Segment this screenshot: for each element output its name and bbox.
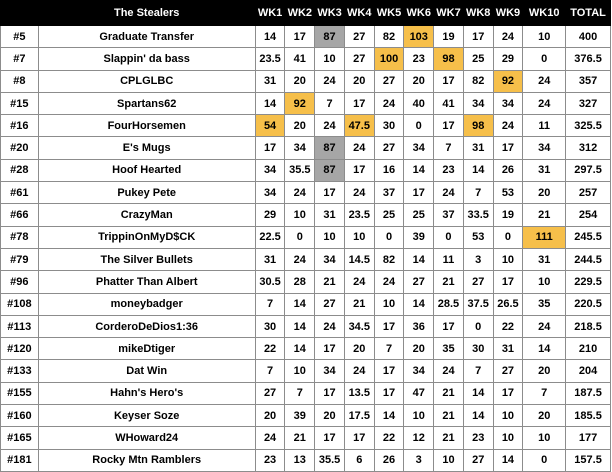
rank-header xyxy=(1,1,39,26)
week-score-cell: 34.5 xyxy=(344,315,374,337)
week-score-cell: 10 xyxy=(344,226,374,248)
week-score-cell: 7 xyxy=(523,382,566,404)
rank-cell: #79 xyxy=(1,248,39,270)
week-score-cell: 17 xyxy=(344,427,374,449)
rank-cell: #160 xyxy=(1,405,39,427)
week-score-cell: 28 xyxy=(285,271,315,293)
week-score-cell: 30 xyxy=(255,315,285,337)
rank-cell: #66 xyxy=(1,204,39,226)
rank-cell: #120 xyxy=(1,338,39,360)
week-score-cell: 24 xyxy=(344,360,374,382)
week-score-cell: 21 xyxy=(344,293,374,315)
table-row xyxy=(1,271,611,293)
total-cell: 400 xyxy=(566,26,611,48)
week-score-cell: 37 xyxy=(434,204,464,226)
week-score-cell: 27 xyxy=(344,26,374,48)
week-header: WK3 xyxy=(315,1,345,26)
week-score-cell: 31 xyxy=(255,248,285,270)
week-score-cell: 98 xyxy=(434,48,464,70)
week-score-cell: 87 xyxy=(315,137,345,159)
rank-cell: #78 xyxy=(1,226,39,248)
week-score-cell: 31 xyxy=(255,70,285,92)
week-score-cell: 87 xyxy=(315,159,345,181)
week-score-cell: 25 xyxy=(463,48,493,70)
team-name-cell: WHoward24 xyxy=(38,427,255,449)
week-score-cell: 100 xyxy=(374,48,404,70)
week-score-cell: 29 xyxy=(493,48,523,70)
week-score-cell: 21 xyxy=(434,382,464,404)
week-score-cell: 103 xyxy=(404,26,434,48)
week-score-cell: 10 xyxy=(493,405,523,427)
week-score-cell: 10 xyxy=(404,405,434,427)
total-cell: 204 xyxy=(566,360,611,382)
week-score-cell: 14 xyxy=(255,92,285,114)
week-score-cell: 37.5 xyxy=(463,293,493,315)
total-cell: 229.5 xyxy=(566,271,611,293)
week-score-cell: 14 xyxy=(285,293,315,315)
week-score-cell: 54 xyxy=(255,115,285,137)
team-name-cell: Hahn's Hero's xyxy=(38,382,255,404)
week-score-cell: 27 xyxy=(344,48,374,70)
table-row xyxy=(1,48,611,70)
week-score-cell: 22 xyxy=(374,427,404,449)
week-score-cell: 20 xyxy=(523,405,566,427)
week-score-cell: 34 xyxy=(463,92,493,114)
week-score-cell: 40 xyxy=(404,92,434,114)
week-score-cell: 24 xyxy=(285,248,315,270)
week-score-cell: 17 xyxy=(434,115,464,137)
table-row xyxy=(1,382,611,404)
week-score-cell: 41 xyxy=(285,48,315,70)
week-score-cell: 17 xyxy=(493,137,523,159)
week-score-cell: 20 xyxy=(344,70,374,92)
week-score-cell: 7 xyxy=(463,360,493,382)
week-score-cell: 34 xyxy=(255,159,285,181)
week-score-cell: 53 xyxy=(493,182,523,204)
week-score-cell: 17 xyxy=(344,92,374,114)
week-score-cell: 27 xyxy=(315,293,345,315)
week-score-cell: 28.5 xyxy=(434,293,464,315)
rank-cell: #15 xyxy=(1,92,39,114)
team-name-cell: E's Mugs xyxy=(38,137,255,159)
week-score-cell: 20 xyxy=(404,338,434,360)
team-name-cell: Pukey Pete xyxy=(38,182,255,204)
week-header: WK6 xyxy=(404,1,434,26)
week-score-cell: 27 xyxy=(404,271,434,293)
week-score-cell: 34 xyxy=(315,360,345,382)
week-header: WK9 xyxy=(493,1,523,26)
table-row xyxy=(1,427,611,449)
week-score-cell: 10 xyxy=(374,293,404,315)
week-score-cell: 23.5 xyxy=(255,48,285,70)
week-score-cell: 14 xyxy=(404,293,434,315)
team-name-cell: Graduate Transfer xyxy=(38,26,255,48)
rank-cell: #5 xyxy=(1,26,39,48)
table-row xyxy=(1,449,611,471)
week-score-cell: 27 xyxy=(493,360,523,382)
total-cell: 327 xyxy=(566,92,611,114)
week-score-cell: 23 xyxy=(404,48,434,70)
week-score-cell: 34 xyxy=(315,248,345,270)
week-score-cell: 17 xyxy=(463,26,493,48)
week-score-cell: 17 xyxy=(374,360,404,382)
total-cell: 325.5 xyxy=(566,115,611,137)
week-score-cell: 17 xyxy=(285,26,315,48)
table-row xyxy=(1,137,611,159)
week-score-cell: 20 xyxy=(255,405,285,427)
week-score-cell: 21 xyxy=(434,405,464,427)
week-score-cell: 14 xyxy=(463,159,493,181)
week-score-cell: 24 xyxy=(523,92,566,114)
table-row xyxy=(1,293,611,315)
table-row xyxy=(1,204,611,226)
week-score-cell: 17 xyxy=(434,70,464,92)
rank-cell: #181 xyxy=(1,449,39,471)
week-score-cell: 34 xyxy=(255,182,285,204)
standings-body xyxy=(1,26,611,472)
week-score-cell: 10 xyxy=(315,48,345,70)
rank-cell: #133 xyxy=(1,360,39,382)
week-score-cell: 26 xyxy=(493,159,523,181)
week-score-cell: 10 xyxy=(434,449,464,471)
week-score-cell: 17 xyxy=(493,382,523,404)
week-score-cell: 14 xyxy=(285,315,315,337)
total-cell: 357 xyxy=(566,70,611,92)
rank-cell: #113 xyxy=(1,315,39,337)
week-score-cell: 24 xyxy=(344,182,374,204)
total-cell: 218.5 xyxy=(566,315,611,337)
week-score-cell: 12 xyxy=(404,427,434,449)
table-row xyxy=(1,360,611,382)
week-score-cell: 24 xyxy=(315,315,345,337)
week-score-cell: 20 xyxy=(285,115,315,137)
table-row xyxy=(1,338,611,360)
week-score-cell: 11 xyxy=(523,115,566,137)
week-score-cell: 111 xyxy=(523,226,566,248)
week-score-cell: 31 xyxy=(523,248,566,270)
week-score-cell: 24 xyxy=(523,315,566,337)
table-row xyxy=(1,92,611,114)
table-row xyxy=(1,226,611,248)
week-score-cell: 21 xyxy=(523,204,566,226)
week-score-cell: 17 xyxy=(434,315,464,337)
table-row xyxy=(1,159,611,181)
week-score-cell: 0 xyxy=(493,226,523,248)
week-score-cell: 21 xyxy=(434,271,464,293)
week-score-cell: 21 xyxy=(315,271,345,293)
total-cell: 185.5 xyxy=(566,405,611,427)
week-score-cell: 20 xyxy=(523,182,566,204)
week-score-cell: 39 xyxy=(404,226,434,248)
week-score-cell: 25 xyxy=(404,204,434,226)
week-score-cell: 7 xyxy=(255,360,285,382)
week-score-cell: 82 xyxy=(374,248,404,270)
week-score-cell: 24 xyxy=(344,271,374,293)
week-score-cell: 53 xyxy=(463,226,493,248)
week-score-cell: 20 xyxy=(315,405,345,427)
table-row xyxy=(1,315,611,337)
table-row xyxy=(1,248,611,270)
week-score-cell: 14 xyxy=(523,338,566,360)
week-score-cell: 92 xyxy=(285,92,315,114)
week-score-cell: 0 xyxy=(463,315,493,337)
team-name-cell: Rocky Mtn Ramblers xyxy=(38,449,255,471)
total-cell: 157.5 xyxy=(566,449,611,471)
week-score-cell: 7 xyxy=(463,182,493,204)
week-score-cell: 17 xyxy=(493,271,523,293)
rank-cell: #7 xyxy=(1,48,39,70)
week-score-cell: 24 xyxy=(434,182,464,204)
week-score-cell: 22 xyxy=(493,315,523,337)
week-score-cell: 14 xyxy=(404,248,434,270)
week-score-cell: 23.5 xyxy=(344,204,374,226)
week-score-cell: 30 xyxy=(463,338,493,360)
week-score-cell: 17 xyxy=(255,137,285,159)
week-score-cell: 10 xyxy=(523,26,566,48)
week-score-cell: 0 xyxy=(523,48,566,70)
week-score-cell: 34 xyxy=(285,137,315,159)
total-cell: 254 xyxy=(566,204,611,226)
week-score-cell: 11 xyxy=(434,248,464,270)
week-score-cell: 24 xyxy=(255,427,285,449)
week-header: WK2 xyxy=(285,1,315,26)
rank-cell: #108 xyxy=(1,293,39,315)
week-score-cell: 17 xyxy=(374,382,404,404)
week-score-cell: 14 xyxy=(463,405,493,427)
week-header: WK4 xyxy=(344,1,374,26)
week-score-cell: 31 xyxy=(463,137,493,159)
week-score-cell: 14 xyxy=(463,382,493,404)
week-score-cell: 26 xyxy=(374,449,404,471)
total-cell: 257 xyxy=(566,182,611,204)
week-score-cell: 29 xyxy=(255,204,285,226)
team-name-cell: Dat Win xyxy=(38,360,255,382)
week-score-cell: 24 xyxy=(344,137,374,159)
week-score-cell: 31 xyxy=(493,338,523,360)
week-score-cell: 27 xyxy=(374,137,404,159)
total-cell: 210 xyxy=(566,338,611,360)
week-score-cell: 31 xyxy=(315,204,345,226)
week-score-cell: 17 xyxy=(344,159,374,181)
week-score-cell: 14 xyxy=(285,338,315,360)
week-score-cell: 13 xyxy=(285,449,315,471)
team-name-cell: Keyser Soze xyxy=(38,405,255,427)
week-score-cell: 0 xyxy=(374,226,404,248)
week-score-cell: 7 xyxy=(255,293,285,315)
week-score-cell: 10 xyxy=(493,427,523,449)
week-score-cell: 98 xyxy=(463,115,493,137)
week-score-cell: 33.5 xyxy=(463,204,493,226)
table-row xyxy=(1,26,611,48)
week-score-cell: 35.5 xyxy=(315,449,345,471)
week-score-cell: 41 xyxy=(434,92,464,114)
week-score-cell: 16 xyxy=(374,159,404,181)
week-score-cell: 10 xyxy=(285,360,315,382)
week-score-cell: 17.5 xyxy=(344,405,374,427)
week-score-cell: 35.5 xyxy=(285,159,315,181)
week-score-cell: 7 xyxy=(315,92,345,114)
week-score-cell: 17 xyxy=(315,382,345,404)
week-header: WK5 xyxy=(374,1,404,26)
rank-cell: #96 xyxy=(1,271,39,293)
total-cell: 187.5 xyxy=(566,382,611,404)
week-score-cell: 22 xyxy=(255,338,285,360)
week-score-cell: 23 xyxy=(463,427,493,449)
week-score-cell: 20 xyxy=(344,338,374,360)
week-score-cell: 22.5 xyxy=(255,226,285,248)
week-score-cell: 34 xyxy=(493,92,523,114)
week-score-cell: 14 xyxy=(255,26,285,48)
week-score-cell: 7 xyxy=(285,382,315,404)
week-header: WK10 xyxy=(523,1,566,26)
week-header: WK7 xyxy=(434,1,464,26)
rank-cell: #28 xyxy=(1,159,39,181)
team-name-cell: Slappin' da bass xyxy=(38,48,255,70)
week-score-cell: 24 xyxy=(434,360,464,382)
week-score-cell: 19 xyxy=(434,26,464,48)
week-score-cell: 47.5 xyxy=(344,115,374,137)
week-score-cell: 34 xyxy=(404,137,434,159)
table-row xyxy=(1,182,611,204)
team-name-cell: Hoof Hearted xyxy=(38,159,255,181)
rank-cell: #20 xyxy=(1,137,39,159)
week-score-cell: 23 xyxy=(255,449,285,471)
total-cell: 244.5 xyxy=(566,248,611,270)
week-score-cell: 24 xyxy=(285,182,315,204)
table-row xyxy=(1,115,611,137)
header-row xyxy=(1,1,611,26)
week-score-cell: 3 xyxy=(463,248,493,270)
week-score-cell: 31 xyxy=(523,159,566,181)
week-score-cell: 21 xyxy=(434,427,464,449)
week-score-cell: 7 xyxy=(434,137,464,159)
week-score-cell: 25 xyxy=(374,204,404,226)
total-cell: 297.5 xyxy=(566,159,611,181)
week-score-cell: 13.5 xyxy=(344,382,374,404)
team-name-cell: Phatter Than Albert xyxy=(38,271,255,293)
week-score-cell: 27 xyxy=(255,382,285,404)
week-score-cell: 24 xyxy=(523,70,566,92)
week-score-cell: 24 xyxy=(374,271,404,293)
week-score-cell: 27 xyxy=(374,70,404,92)
week-score-cell: 35 xyxy=(434,338,464,360)
rank-cell: #16 xyxy=(1,115,39,137)
week-score-cell: 0 xyxy=(404,115,434,137)
week-score-cell: 0 xyxy=(285,226,315,248)
week-score-cell: 37 xyxy=(374,182,404,204)
week-header: WK1 xyxy=(255,1,285,26)
week-score-cell: 24 xyxy=(315,70,345,92)
league-title: The Stealers xyxy=(38,1,255,26)
week-score-cell: 20 xyxy=(523,360,566,382)
week-score-cell: 24 xyxy=(374,92,404,114)
week-score-cell: 6 xyxy=(344,449,374,471)
week-score-cell: 17 xyxy=(404,182,434,204)
week-score-cell: 17 xyxy=(374,315,404,337)
week-score-cell: 47 xyxy=(404,382,434,404)
team-name-cell: Spartans62 xyxy=(38,92,255,114)
week-score-cell: 10 xyxy=(493,248,523,270)
rank-cell: #61 xyxy=(1,182,39,204)
week-score-cell: 87 xyxy=(315,26,345,48)
total-cell: 376.5 xyxy=(566,48,611,70)
week-score-cell: 14 xyxy=(374,405,404,427)
week-score-cell: 10 xyxy=(523,427,566,449)
team-name-cell: The Silver Bullets xyxy=(38,248,255,270)
week-score-cell: 30.5 xyxy=(255,271,285,293)
week-score-cell: 35 xyxy=(523,293,566,315)
team-name-cell: CPLGLBC xyxy=(38,70,255,92)
team-name-cell: FourHorsemen xyxy=(38,115,255,137)
week-score-cell: 17 xyxy=(315,182,345,204)
week-score-cell: 92 xyxy=(493,70,523,92)
week-score-cell: 20 xyxy=(285,70,315,92)
rank-cell: #165 xyxy=(1,427,39,449)
table-row xyxy=(1,70,611,92)
week-score-cell: 14 xyxy=(493,449,523,471)
team-name-cell: mikeDtiger xyxy=(38,338,255,360)
week-score-cell: 27 xyxy=(463,271,493,293)
week-score-cell: 17 xyxy=(315,338,345,360)
week-score-cell: 7 xyxy=(374,338,404,360)
week-score-cell: 34 xyxy=(404,360,434,382)
week-score-cell: 34 xyxy=(523,137,566,159)
rank-cell: #155 xyxy=(1,382,39,404)
week-score-cell: 19 xyxy=(493,204,523,226)
week-score-cell: 39 xyxy=(285,405,315,427)
week-score-cell: 14 xyxy=(404,159,434,181)
week-score-cell: 82 xyxy=(463,70,493,92)
week-score-cell: 82 xyxy=(374,26,404,48)
week-score-cell: 10 xyxy=(285,204,315,226)
team-name-cell: CrazyMan xyxy=(38,204,255,226)
week-score-cell: 10 xyxy=(315,226,345,248)
week-score-cell: 21 xyxy=(285,427,315,449)
team-name-cell: TrippinOnMyD$CK xyxy=(38,226,255,248)
week-score-cell: 20 xyxy=(404,70,434,92)
team-name-cell: CorderoDeDios1:36 xyxy=(38,315,255,337)
week-score-cell: 0 xyxy=(523,449,566,471)
team-name-cell: moneybadger xyxy=(38,293,255,315)
week-score-cell: 36 xyxy=(404,315,434,337)
week-score-cell: 24 xyxy=(315,115,345,137)
week-score-cell: 26.5 xyxy=(493,293,523,315)
week-score-cell: 23 xyxy=(434,159,464,181)
total-header: TOTAL xyxy=(566,1,611,26)
week-score-cell: 14.5 xyxy=(344,248,374,270)
week-header: WK8 xyxy=(463,1,493,26)
week-score-cell: 24 xyxy=(493,115,523,137)
total-cell: 245.5 xyxy=(566,226,611,248)
week-score-cell: 0 xyxy=(434,226,464,248)
total-cell: 177 xyxy=(566,427,611,449)
week-score-cell: 24 xyxy=(493,26,523,48)
week-score-cell: 30 xyxy=(374,115,404,137)
week-score-cell: 17 xyxy=(315,427,345,449)
week-score-cell: 27 xyxy=(463,449,493,471)
total-cell: 312 xyxy=(566,137,611,159)
table-row xyxy=(1,405,611,427)
week-score-cell: 10 xyxy=(523,271,566,293)
total-cell: 220.5 xyxy=(566,293,611,315)
week-score-cell: 3 xyxy=(404,449,434,471)
rank-cell: #8 xyxy=(1,70,39,92)
